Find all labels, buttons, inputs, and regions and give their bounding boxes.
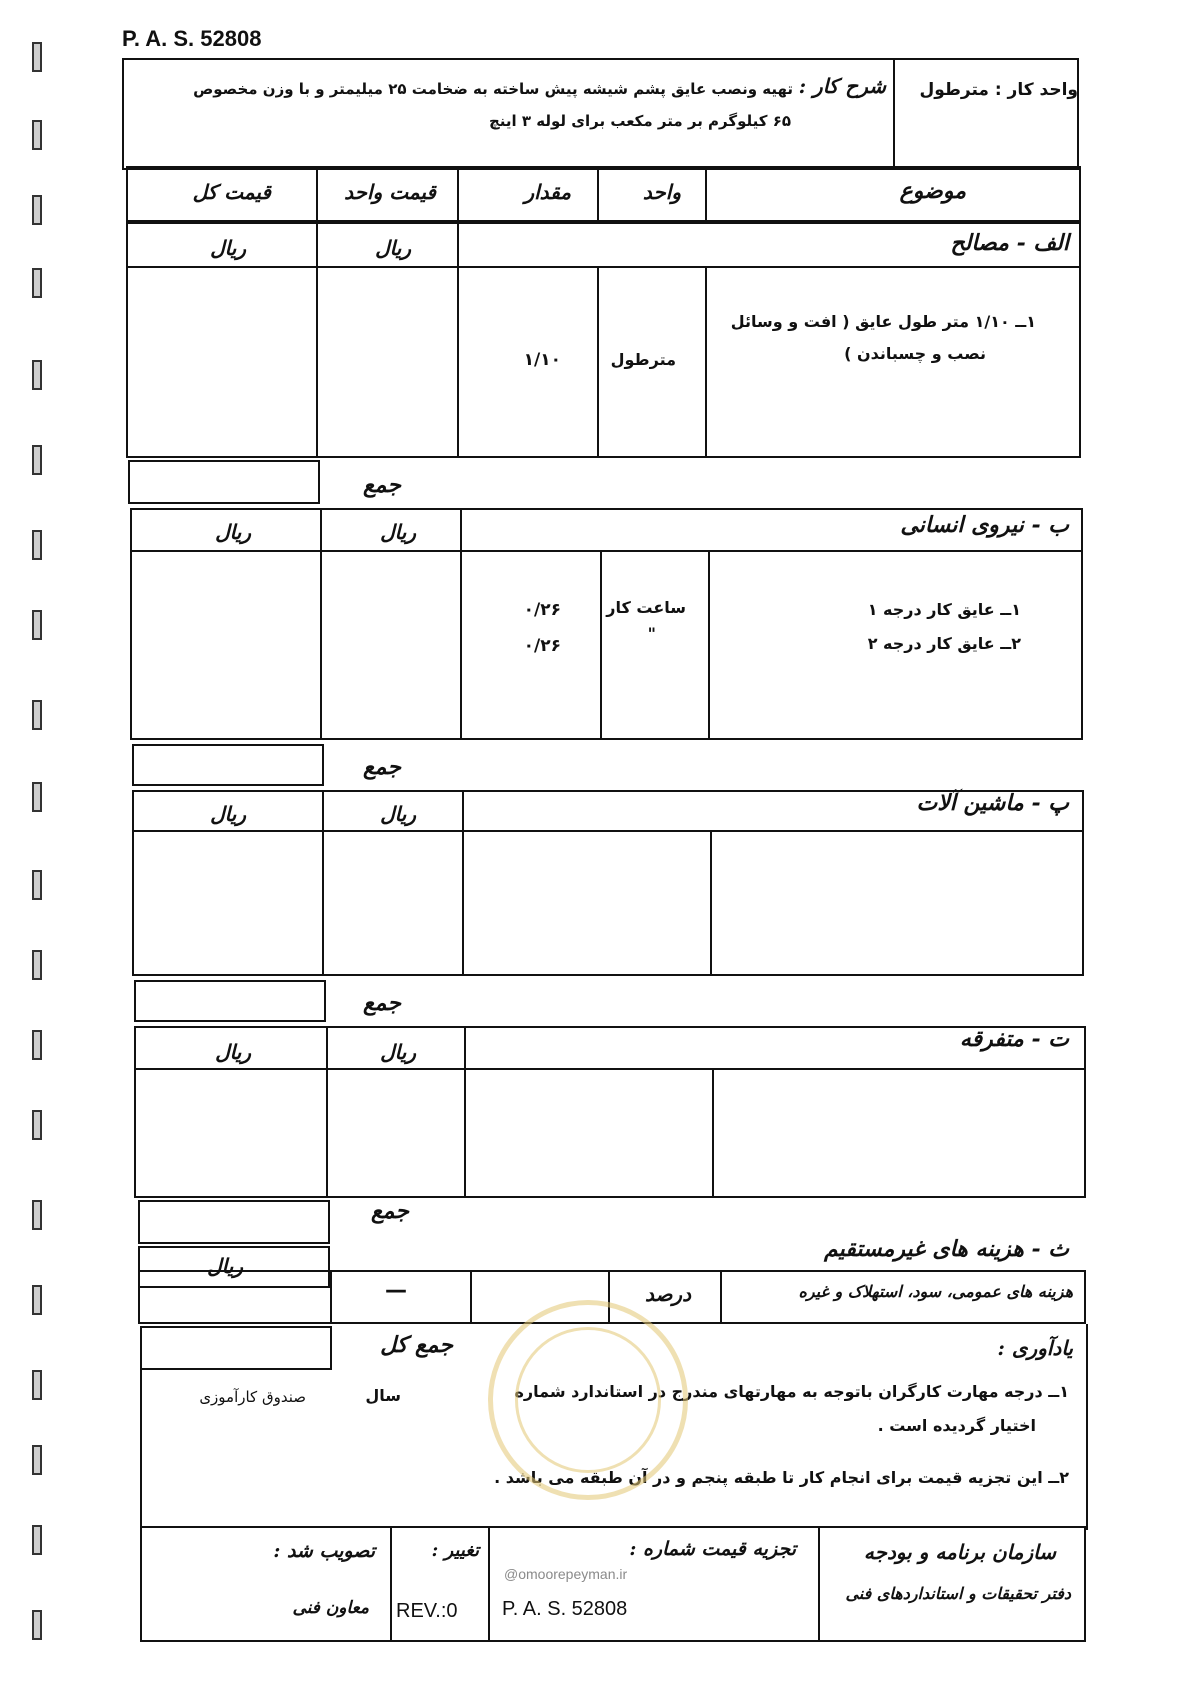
materials-title: الف - مصالح [950,230,1069,256]
binder-hole [32,1285,42,1315]
col-unit: واحد [642,180,681,204]
indirect-currency: ریال [207,1254,243,1278]
binder-hole [32,268,42,298]
training-fund-label: صندوق کارآموزی [199,1388,306,1406]
materials-unit-currency: ریال [375,236,411,260]
work-unit: واحد کار : مترطول [919,80,1078,100]
machinery-sum-label: جمع [362,990,401,1016]
document-code: P. A. S. 52808 [122,26,262,51]
binder-hole [32,42,42,72]
machinery-unit-currency: ریال [380,802,416,826]
materials-quantity: ۱/۱۰ [523,350,561,370]
note-1-line-2: اختیار گردیده است . [877,1416,1036,1435]
grand-total-label: جمع کل [380,1332,453,1358]
labor-unit-currency: ریال [380,520,416,544]
binder-hole [32,445,42,475]
technical-deputy: معاون فنی [292,1598,369,1618]
indirect-percent-label: درصد [644,1282,691,1306]
binder-hole [32,530,42,560]
binder-hole [32,1200,42,1230]
materials-section [126,222,1081,458]
machinery-sum-cell [134,980,326,1022]
org-name: سازمان برنامه و بودجه [863,1540,1056,1564]
misc-sum-label: جمع [370,1198,409,1224]
binder-hole [32,610,42,640]
machinery-section [132,790,1084,976]
misc-section [134,1026,1086,1198]
org-office: دفتر تحقیقات و استانداردهای فنی [845,1584,1071,1603]
price-analysis-label: تجزیه قیمت شماره : [629,1538,796,1560]
misc-unit-currency: ریال [380,1040,416,1064]
watermark-seal [488,1300,688,1500]
col-subject: موضوع [899,178,966,204]
binder-hole [32,700,42,730]
labor-quantity-1: ۰/۲۶ [523,600,561,620]
binder-hole [32,195,42,225]
labor-quantity-2: ۰/۲۶ [523,636,561,656]
grand-total-cell [140,1326,332,1370]
misc-sum-cell [138,1200,330,1244]
notes-title: یادآوری : [997,1336,1073,1360]
change-label: تغییر : [431,1540,479,1561]
description-line-2: ۶۵ کیلوگرم بر متر مکعب برای لوله ۳ اینچ [488,112,791,130]
description-label: شرح کار : [798,74,886,98]
watermark-text: @omoorepeyman.ir [504,1566,628,1582]
indirect-dash: — [385,1278,407,1303]
materials-unit: مترطول [610,350,676,369]
misc-title: ت - متفرقه [959,1026,1069,1052]
price-analysis-code: P. A. S. 52808 [502,1598,628,1620]
note-1-line-1: ۱ــ درجه مهارت کارگران باتوجه به مهارتهای مندرج در استاندارد شماره [514,1382,1069,1401]
binder-hole [32,1445,42,1475]
materials-total-currency: ریال [210,236,246,260]
labor-item-2: ۲ــ عایق کار درجه ۲ [867,634,1021,653]
col-unit-price: قیمت واحد [344,180,436,204]
col-total-price: قیمت کل [192,180,271,204]
labor-unit: ساعت کار [606,598,686,617]
machinery-total-currency: ریال [210,802,246,826]
labor-item-1: ۱ــ عایق کار درجه ۱ [867,600,1021,619]
binder-hole [32,1610,42,1640]
labor-sum-label: جمع [362,754,401,780]
approved-label: تصویب شد : [273,1540,375,1562]
misc-total-currency: ریال [215,1040,251,1064]
materials-sum-cell [128,460,320,504]
labor-sum-cell [132,744,324,786]
labor-title: ب - نیروی انسانی [900,512,1069,538]
binder-hole [32,1370,42,1400]
binder-hole [32,1110,42,1140]
binder-hole [32,870,42,900]
binder-hole [32,1030,42,1060]
materials-item-line-1: ۱ــ ۱/۱۰ متر طول عایق ( افت و وسائل [730,312,1036,331]
labor-total-currency: ریال [215,520,251,544]
revision: REV.:0 [396,1600,458,1622]
binder-hole [32,950,42,980]
binder-hole [32,782,42,812]
labor-unit-ditto: " [647,624,656,643]
binder-hole [32,360,42,390]
binder-hole [32,1525,42,1555]
description-line-1: تهیه ونصب عایق پشم شیشه پیش ساخته به ضخامت ۲۵ میلیمتر و با وزن مخصوص [193,80,793,98]
indirect-title: ث - هزینه های غیرمستقیم [823,1236,1069,1262]
note-2: ۲ــ این تجزیه قیمت برای انجام کار تا طبقه پنجم و در آن طبقه می باشد . [494,1468,1069,1487]
materials-sum-label: جمع [362,472,401,498]
labor-section [130,508,1083,740]
indirect-row-text: هزینه های عمومی، سود، استهلاک و غیره [798,1282,1073,1301]
materials-item-line-2: نصب و چسباندن ) [844,344,986,363]
col-quantity: مقدار [524,180,571,204]
year-label: سال [365,1386,401,1405]
binder-hole [32,120,42,150]
machinery-title: پ - ماشین آلات [916,790,1069,816]
